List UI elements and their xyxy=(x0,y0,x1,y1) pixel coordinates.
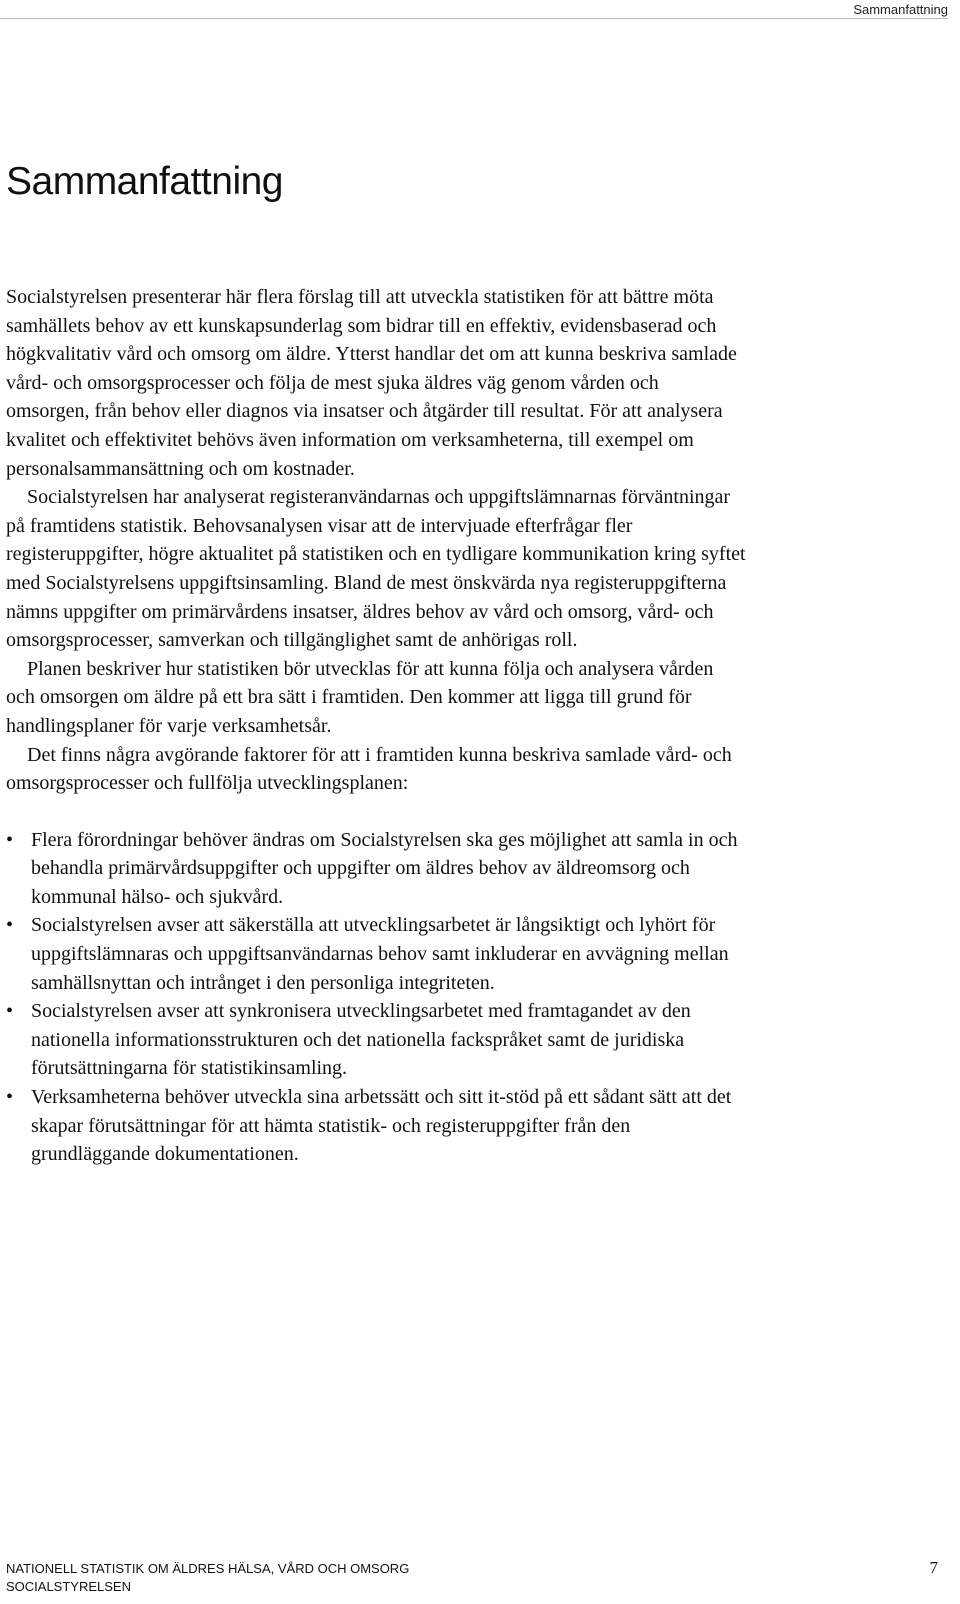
list-item xyxy=(6,997,746,1083)
bullet-icon: • xyxy=(6,828,14,851)
paragraph-factors: Det finns några avgörande faktorer för att i framtiden kunna beskriva samlade vård- och omsorgsprocesser och fullfölja utvecklingsplanen: xyxy=(6,743,732,795)
paragraph-intro: Socialstyrelsen presenterar här flera förslag till att utveckla statistiken för att bättre möta samhällets behov av ett kunskapsunderlag som bidrar till en effektiv, evidensbaserad och högkvalitativ vård och omsorg om äldre. Ytterst handlar det om att kunna beskriva samlade vård- och omsorgsprocesser och följa de mest sjuka äldres väg genom vården och omsorgen, från behov eller diagnos via insatser och åtgärder till resultat. För att analysera kvalitet och effektivitet behövs även information om verksamheterna, till exempel om personalsammansättning och om kostnader. xyxy=(6,286,737,480)
list-item-text: Socialstyrelsen avser att synkronisera utvecklingsarbetet med framtagandet av den nationella informationsstrukturen och det nationella fackspråket samt de juridiska förutsättningarna för statistikinsamling. xyxy=(31,1000,691,1080)
list-item xyxy=(6,1083,746,1169)
paragraph-needs-analysis: Socialstyrelsen har analyserat registeranvändarnas och uppgiftslämnarnas förväntningar på framtidens statistik. Behovsanalysen visar att de intervjuade efterfrågar fler registeruppgifter, högre aktualitet på statistiken och en tydligare kommunikation kring syftet med Socialstyrelsens uppgiftsinsamling. Bland de mest önskvärda nya registeruppgifterna nämns uppgifter om primärvårdens insatser, äldres behov av vård och omsorg, vård- och omsorgsprocesser, samverkan och tillgänglighet samt de anhörigas roll. xyxy=(6,486,746,652)
footer-publication-title: NATIONELL STATISTIK OM ÄLDRES HÄLSA, VÅRD OCH OMSORG xyxy=(6,1561,410,1576)
bullet-icon: • xyxy=(6,914,14,937)
page-title: Sammanfattning xyxy=(6,160,283,203)
bullet-icon: • xyxy=(6,1000,14,1023)
list-item xyxy=(6,826,746,912)
factor-list xyxy=(6,826,746,1169)
bullet-icon: • xyxy=(6,1086,14,1109)
list-item-text: Verksamheterna behöver utveckla sina arbetssätt och sitt it-stöd på ett sådant sätt att det skapar förutsättningar för att hämta statistik- och registeruppgifter från den grundläggande dokumentationen. xyxy=(31,1086,732,1166)
list-item xyxy=(6,911,746,997)
header-rule xyxy=(0,18,948,19)
page-number: 7 xyxy=(929,1558,938,1577)
body-text xyxy=(6,283,746,1169)
footer-publisher: SOCIALSTYRELSEN xyxy=(6,1579,131,1594)
paragraph-plan: Planen beskriver hur statistiken bör utvecklas för att kunna följa och analysera vården och omsorgen om äldre på ett bra sätt i framtiden. Den kommer att ligga till grund för handlingsplaner för varje verksamhetsår. xyxy=(6,657,714,737)
footer xyxy=(6,1560,409,1596)
list-item-text: Flera förordningar behöver ändras om Socialstyrelsen ska ges möjlighet att samla in och behandla primärvårdsuppgifter och uppgifter om äldres behov av äldreomsorg och kommunal hälso- och sjukvård. xyxy=(31,828,738,908)
list-item-text: Socialstyrelsen avser att säkerställa att utvecklingsarbetet är långsiktigt och lyhört för uppgiftslämnaras och uppgiftsanvändarnas behov samt inkluderar en avvägning mellan samhällsnyttan och intrånget i den personliga integriteten. xyxy=(31,914,729,994)
running-header: Sammanfattning xyxy=(853,2,948,17)
